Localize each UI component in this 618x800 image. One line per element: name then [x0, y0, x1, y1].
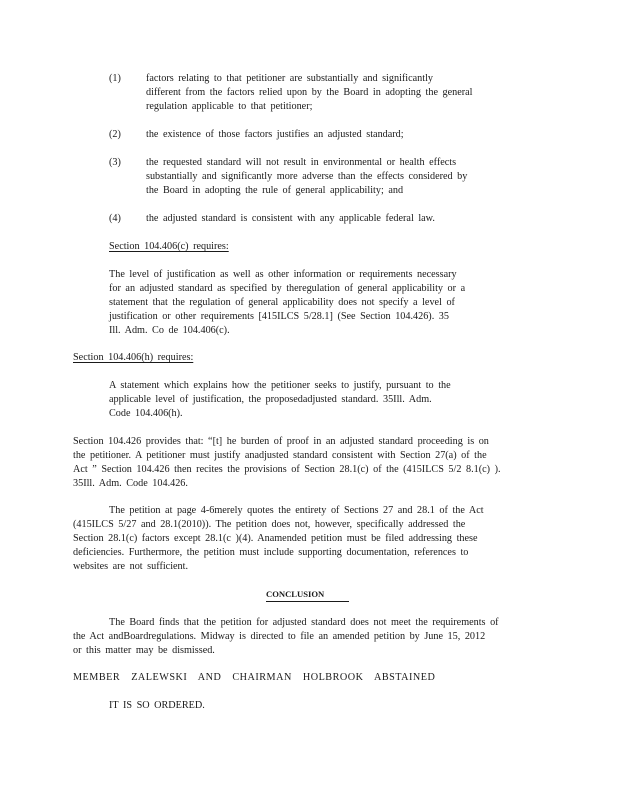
conclusion-heading: CONCLUSION: [266, 589, 325, 599]
section-c-quote: The level of justification as well as other information or requirements necessary for an adjusted standard as specified by theregulation of general applicability or a statement that the regulation of general applicability does not specify a level of justification or other requirements [415ILCS 5/28.1] (See Section 104.426). 35 Ill. Adm. Co de 104.406(c).: [109, 269, 466, 336]
section-h-quote: A statement which explains how the petitioner seeks to justify, pursuant to the applicable level of justification, the proposedadjusted standard. 35Ill. Adm. Code 104.406(h).: [109, 380, 451, 419]
section-c-heading: Section 104.406(c) requires:: [109, 241, 229, 252]
list-item: factors relating to that petitioner are substantially and significantly different from the factors relied upon by the Board in adopting the general regulation applicable to that petitioner;: [146, 73, 473, 112]
list-item-number: (2): [109, 129, 121, 140]
list-item-number: (1): [109, 73, 121, 84]
conclusion-underline: [266, 601, 349, 602]
order-line: IT IS SO ORDERED.: [109, 700, 205, 711]
paragraph-burden-of-proof: Section 104.426 provides that: “[t] he burden of proof in an adjusted standard proceeding is on the petitioner. A petitioner must justify anadjusted standard consistent with Section 27(a) of the Act ” Section 104.426 then recites the provisions of Section 28.1(c) of the (415ILCS 5/2 8.1(c) ). 35Ill. Adm. Code 104.426.: [73, 436, 501, 489]
abstained-line: MEMBER ZALEWSKI AND CHAIRMAN HOLBROOK ABSTAINED: [73, 672, 436, 683]
list-item-number: (4): [109, 213, 121, 224]
list-item: the existence of those factors justifies an adjusted standard;: [146, 129, 404, 140]
paragraph-petition-deficiencies: The petition at page 4-6merely quotes the entirety of Sections 27 and 28.1 of the Act (415ILCS 5/27 and 28.1(2010)). The petition does not, however, specifically addressed the Section 28.1(c) factors except 28.1(c )(4). Anamended petition must be filed addressing these deficiencies. Furthermore, the petition must include supporting documentation, references to websites are not sufficient.: [73, 505, 484, 572]
paragraph-conclusion: The Board finds that the petition for adjusted standard does not meet the requirements of the Act andBoardregulations. Midway is directed to file an amended petition by June 15, 2012 or this matter may be dismissed.: [73, 617, 499, 656]
section-h-heading: Section 104.406(h) requires:: [73, 352, 194, 363]
list-item: the adjusted standard is consistent with any applicable federal law.: [146, 213, 435, 224]
list-item-number: (3): [109, 157, 121, 168]
list-item: the requested standard will not result in environmental or health effects substantially and significantly more adverse than the effects considered by the Board in adopting the rule of general applicability; and: [146, 157, 468, 196]
